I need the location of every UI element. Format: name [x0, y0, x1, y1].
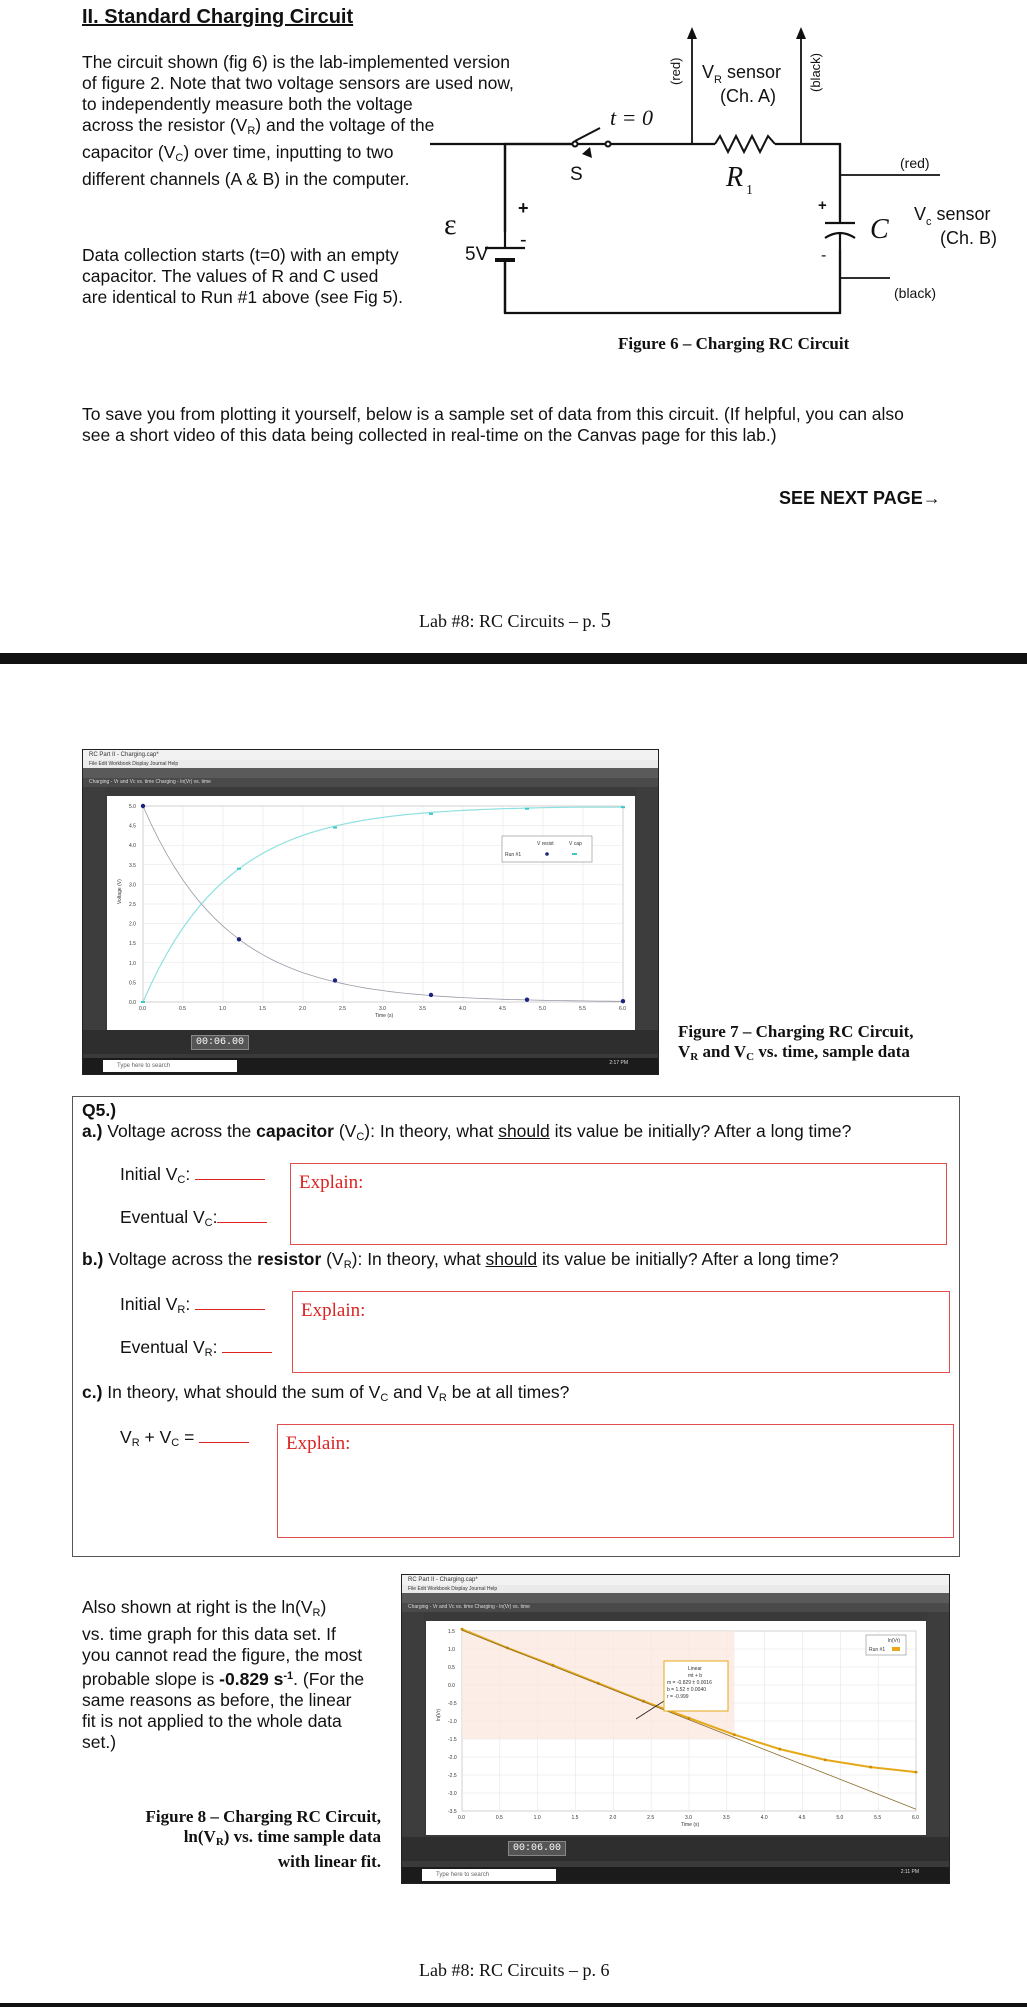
v-resist-point: [141, 804, 145, 808]
x-axis-label: Time (s): [375, 1013, 394, 1019]
vc-red-label: (red): [900, 155, 930, 171]
sum-label: VR + VC =: [120, 1426, 249, 1449]
x-tick-label: 1.0: [219, 1006, 226, 1012]
x-tick-label: 2.0: [299, 1006, 306, 1012]
y-tick-label: 1.0: [448, 1647, 455, 1653]
y-axis-label: Voltage (V): [117, 879, 123, 904]
y-tick-label: 0.5: [129, 980, 136, 987]
right-sidebar: [927, 1612, 949, 1845]
see-next-page-link: SEE NEXT PAGE→: [779, 488, 941, 508]
v-cap-point: [621, 806, 625, 808]
q5a-prompt: a.) Voltage across the capacitor (VC): In theory, what should its value be initially? After a long time?: [82, 1121, 852, 1143]
page-divider: [0, 653, 1027, 664]
y-tick-label: -0.5: [448, 1701, 457, 1707]
clock: 2:11 PM: [900, 1869, 919, 1875]
sum-blank[interactable]: [199, 1426, 249, 1443]
resistor-subscript: 1: [746, 183, 753, 198]
q5-label: Q5.): [82, 1100, 117, 1120]
section-title: II. Standard Charging Circuit: [82, 6, 354, 28]
legend-v-resist: V resist: [537, 841, 554, 847]
x-tick-label: 2.5: [647, 1815, 655, 1821]
ln-vr-point: [869, 1766, 872, 1769]
switch-arrow: [582, 147, 592, 158]
x-tick-label: 4.0: [760, 1815, 768, 1821]
fig8-screenshot: [401, 1574, 950, 1884]
y-tick-label: -1.0: [448, 1719, 457, 1725]
resistor: [715, 136, 775, 152]
vr-channel-label: (Ch. A): [720, 86, 777, 106]
x-tick-label: 2.0: [609, 1815, 617, 1821]
x-tick-label: 6.0: [912, 1815, 919, 1821]
timer-display: 00:06.00: [508, 1841, 566, 1856]
fig7-chart: [107, 796, 635, 1030]
v-resist-point: [525, 997, 529, 1001]
timer-display: 00:06.00: [191, 1035, 249, 1050]
fit-slope: m = -0.829 ± 0.0016: [667, 1680, 712, 1686]
fig8-plot-area: [426, 1621, 926, 1835]
x-tick-label: 1.0: [533, 1815, 541, 1821]
legend-v-cap: V cap: [569, 841, 582, 847]
y-tick-label: 1.5: [129, 941, 136, 948]
x-tick-label: 3.0: [379, 1006, 386, 1012]
x-tick-label: 6.0: [619, 1006, 626, 1012]
x-tick-label: 1.5: [259, 1006, 266, 1012]
toolbar: [83, 768, 658, 778]
v-cap-point: [525, 808, 529, 810]
x-tick-label: 3.0: [685, 1815, 692, 1821]
battery-minus: -: [520, 229, 527, 251]
vc-black-label: (black): [894, 285, 937, 301]
y-tick-label: 3.0: [129, 882, 136, 889]
fig7-plot-area: [107, 796, 635, 1030]
fig7-screenshot: [82, 749, 659, 1075]
legend-ln-vr: ln(Vr): [888, 1638, 901, 1644]
legend-marker: [892, 1647, 900, 1651]
x-tick-label: 0.0: [458, 1815, 465, 1821]
resistor-label: R: [726, 162, 744, 193]
y-axis-label: ln(Vr): [436, 1708, 442, 1721]
legend-run: Run #1: [869, 1647, 886, 1653]
v-cap-point: [237, 868, 241, 870]
menu-bar: File Edit Workbook Display Journal Help: [402, 1585, 949, 1593]
fig8-chart: [426, 1621, 926, 1835]
x-tick-label: 5.0: [539, 1006, 546, 1012]
emf-value: 5V: [465, 244, 489, 265]
circuit-wire: [505, 144, 840, 313]
y-tick-label: 4.0: [129, 843, 136, 850]
fig6-caption: Figure 6 – Charging RC Circuit: [618, 334, 850, 353]
control-bar: [83, 1030, 658, 1054]
fig7-caption: Figure 7 – Charging RC Circuit, VR and VC vs. time, sample data: [678, 1022, 914, 1063]
v-resist-point: [621, 999, 625, 1003]
y-tick-label: 2.5: [129, 902, 136, 908]
clock: 2:17 PM: [609, 1060, 628, 1066]
x-axis-label: Time (s): [681, 1822, 700, 1828]
vc-channel-label: (Ch. B): [940, 228, 998, 248]
battery-plus: +: [518, 198, 529, 218]
intro-line: different channels (A & B) in the computer.: [82, 169, 410, 189]
eventual-vr-label: Eventual VR:: [120, 1336, 272, 1359]
intro-line: to independently measure both the voltage: [82, 94, 413, 114]
fit-equation: mt + b: [688, 1673, 703, 1679]
bottom-rule: [0, 2003, 1027, 2007]
initial-vr-label: Initial VR:: [120, 1293, 265, 1316]
y-tick-label: -3.0: [448, 1791, 457, 1797]
ln-vr-point: [733, 1733, 736, 1736]
y-tick-label: 3.5: [129, 862, 136, 869]
eventual-vc-label: Eventual VC:: [120, 1206, 267, 1229]
left-sidebar: [402, 1612, 424, 1845]
taskbar-search: Type here to search: [103, 1060, 237, 1072]
y-tick-label: 5.0: [129, 804, 136, 810]
x-tick-label: 4.5: [798, 1815, 806, 1821]
vr-red-label: (red): [668, 57, 683, 85]
x-tick-label: 0.5: [495, 1815, 503, 1821]
emf-symbol: ε: [444, 208, 457, 241]
intro-line: capacitor (VC) over time, inputting to two: [82, 142, 394, 164]
control-bar: [402, 1837, 949, 1861]
v-cap-point: [429, 813, 433, 815]
explain-box-a[interactable]: Explain:: [290, 1163, 947, 1245]
ln-vr-point: [915, 1771, 918, 1774]
toolbar: [402, 1593, 949, 1603]
y-tick-label: 0.0: [448, 1683, 455, 1689]
x-tick-label: 0.0: [139, 1006, 146, 1012]
x-tick-label: 3.5: [722, 1815, 730, 1821]
y-tick-label: 1.0: [129, 960, 136, 967]
window-title: RC Part II - Charging.cap*: [83, 750, 658, 760]
y-tick-label: -3.5: [448, 1809, 457, 1815]
ln-vr-point: [824, 1758, 827, 1761]
fit-r: r = -0.999: [667, 1694, 689, 1700]
y-tick-label: -2.5: [448, 1773, 457, 1779]
vc-sensor-label: $V_c$ sensor: [914, 204, 991, 228]
legend-v-cap-marker: [572, 853, 577, 855]
legend-box: [502, 836, 592, 862]
explain-box-b[interactable]: Explain:: [292, 1291, 950, 1373]
v-resist-point: [429, 993, 433, 997]
page6-footer: Lab #8: RC Circuits – p. 6: [419, 1960, 610, 1980]
y-tick-label: -1.5: [448, 1737, 457, 1743]
also-paragraph: Also shown at right is the ln(VR) vs. time graph for this data set. If you cannot read the figure, the most probable slope is -0.829 $s^{-1}$. (For the same reasons as before, the linear fit is not applied to the whole data set.): [82, 1597, 365, 1752]
x-tick-label: 1.5: [571, 1815, 579, 1821]
taskbar: [402, 1867, 949, 1883]
eventual-vc-blank[interactable]: [217, 1206, 267, 1223]
fig8-caption: Figure 8 – Charging RC Circuit, ln(VR) vs. time sample data with linear fit.: [145, 1807, 381, 1871]
intro-line: across the resistor (VR) and the voltage of the: [82, 115, 435, 137]
menu-bar: File Edit Workbook Display Journal Help: [83, 760, 658, 768]
fit-title: Linear: [688, 1666, 702, 1672]
left-sidebar: [83, 787, 105, 1037]
save-note: To save you from plotting it yourself, below is a sample set of data from this circuit. (If helpful, you can also see a short video of this data being collected in real-time on the Canvas page for this lab.): [82, 404, 904, 445]
intro-line: The circuit shown (fig 6) is the lab-implemented version: [82, 52, 510, 72]
eventual-vr-blank[interactable]: [222, 1336, 272, 1353]
x-tick-label: 4.5: [499, 1006, 506, 1012]
initial-vr-blank[interactable]: [195, 1293, 265, 1310]
x-tick-label: 5.5: [874, 1815, 882, 1821]
intro-line: of figure 2. Note that two voltage sensors are used now,: [82, 73, 514, 93]
ln-vr-point: [461, 1628, 464, 1631]
y-tick-label: -2.0: [448, 1755, 457, 1761]
right-sidebar: [636, 787, 658, 1037]
explain-box-c[interactable]: Explain:: [277, 1424, 954, 1538]
q5c-prompt: c.) In theory, what should the sum of VC and VR be at all times?: [82, 1382, 570, 1404]
y-tick-label: 2.0: [129, 921, 136, 928]
taskbar: [83, 1058, 658, 1074]
time-label: t = 0: [610, 105, 653, 130]
switch-label: S: [570, 164, 583, 185]
y-tick-label: 4.5: [129, 823, 136, 830]
page5-footer: Lab #8: RC Circuits – p. 5: [419, 608, 611, 632]
v-cap-point: [141, 1001, 145, 1003]
x-tick-label: 5.0: [836, 1815, 844, 1821]
y-tick-label: 0.5: [448, 1665, 455, 1671]
capacitor-label: C: [870, 214, 889, 245]
x-tick-label: 2.5: [339, 1006, 346, 1012]
tab-strip: Charging - Vr and Vc vs. time Charging - ln(Vr) vs. time: [83, 778, 658, 787]
arrow-up-icon: [796, 27, 806, 39]
q5b-prompt: b.) Voltage across the resistor (VR): In theory, what should its value be initially? After a long time?: [82, 1249, 839, 1271]
fit-intercept: b = 1.52 ± 0.0040: [667, 1687, 707, 1693]
initial-vc-blank[interactable]: [195, 1163, 265, 1180]
vr-sensor-label: $V_R$ sensor: [702, 62, 781, 86]
circuit-wire: [505, 144, 572, 247]
y-tick-label: 0.0: [129, 1000, 136, 1006]
legend-run: Run #1: [505, 852, 522, 858]
v-resist-point: [237, 937, 241, 941]
y-tick-label: 1.5: [448, 1629, 455, 1635]
tab-strip: Charging - Vr and Vc vs. time Charging - ln(Vr) vs. time: [402, 1603, 949, 1612]
vr-black-label: (black): [808, 52, 823, 92]
arrow-up-icon: [687, 27, 697, 39]
legend-v-resist-marker: [545, 852, 549, 856]
x-tick-label: 3.5: [419, 1006, 426, 1012]
capacitor-minus: -: [821, 247, 827, 264]
data-collection-paragraph: Data collection starts (t=0) with an empty capacitor. The values of R and C used are identical to Run #1 above (see Fig 5).: [82, 245, 404, 307]
v-cap-point: [333, 827, 337, 829]
taskbar-search: Type here to search: [422, 1869, 556, 1881]
initial-vc-label: Initial VC:: [120, 1163, 265, 1186]
x-tick-label: 5.5: [579, 1006, 586, 1012]
v-resist-point: [333, 978, 337, 982]
x-tick-label: 0.5: [179, 1006, 186, 1012]
circuit-diagram: [430, 20, 1020, 320]
x-tick-label: 4.0: [459, 1006, 466, 1012]
window-title: RC Part II - Charging.cap*: [402, 1575, 949, 1585]
capacitor-plus: +: [818, 197, 827, 214]
ln-vr-point: [778, 1748, 781, 1751]
circuit-wire: [775, 144, 840, 225]
